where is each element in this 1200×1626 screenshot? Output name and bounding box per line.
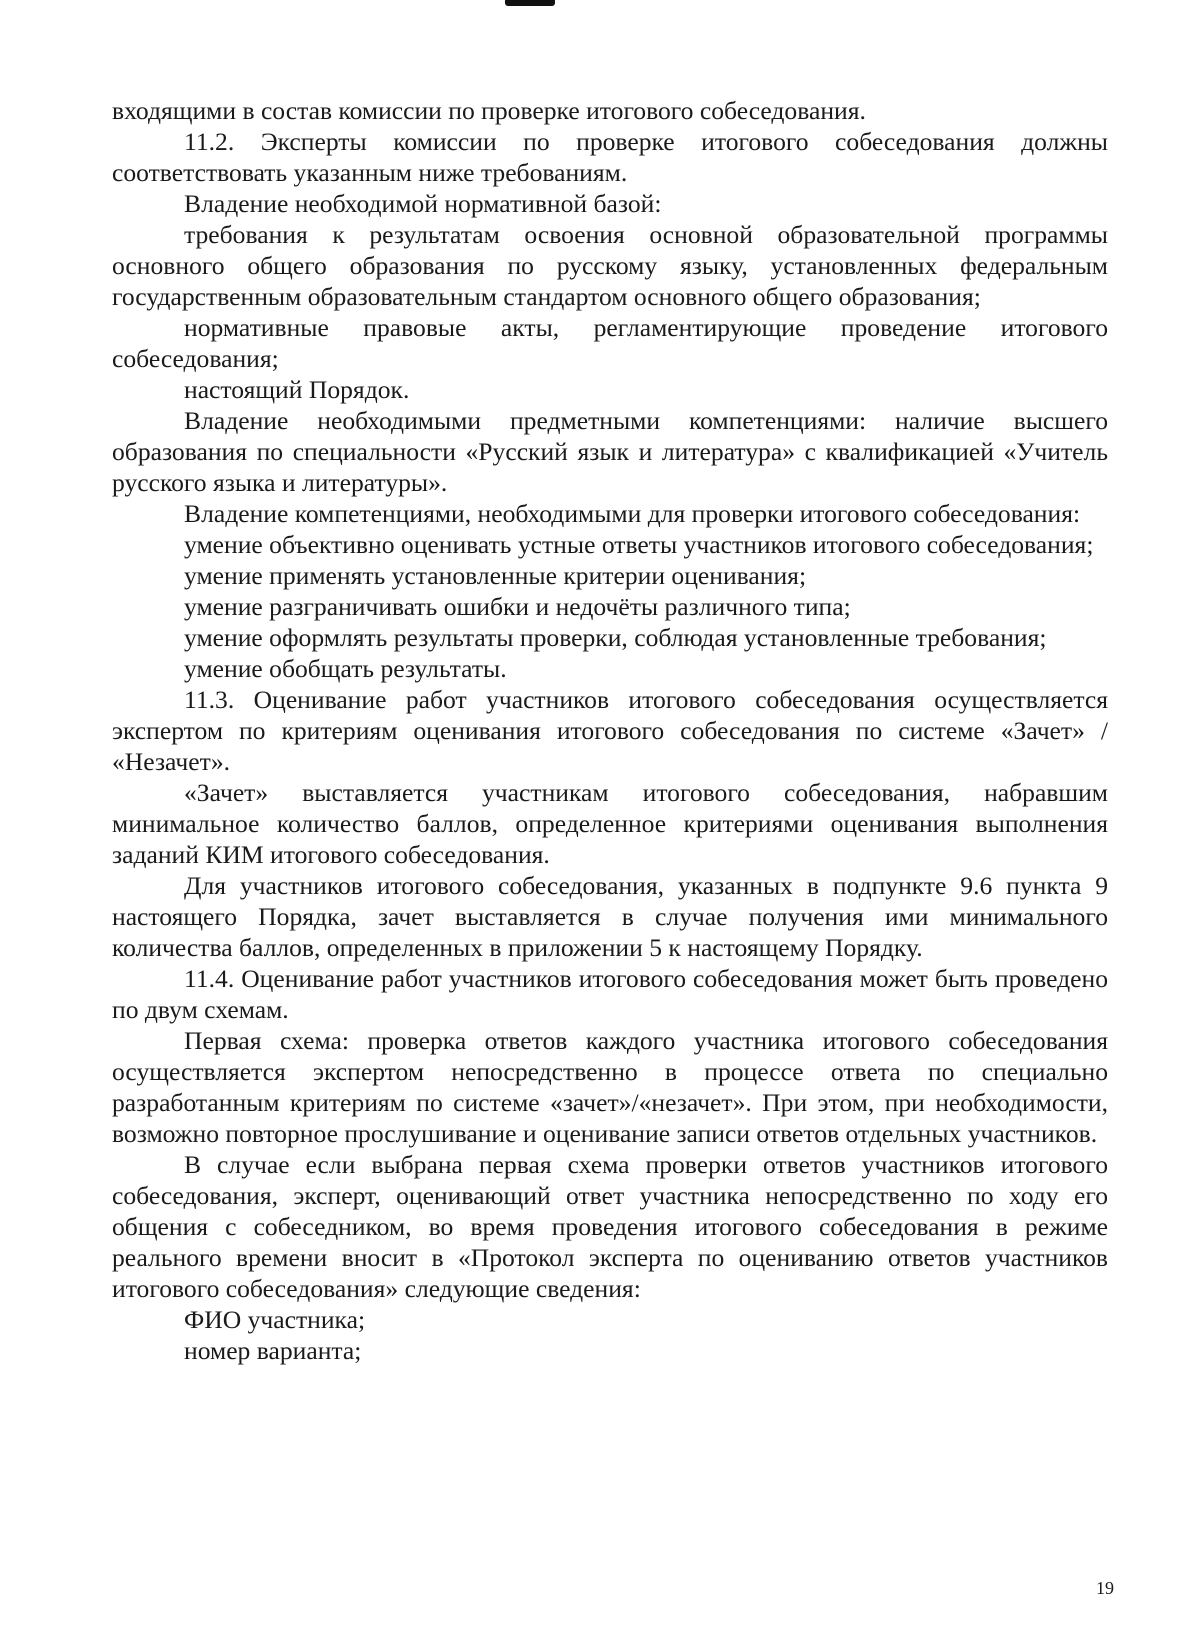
paragraph: входящими в состав комиссии по проверке итогового собеседования. [112, 96, 866, 125]
paragraph: нормативные правовые акты, регламентирующие проведение итогового собеседования; [112, 313, 1108, 373]
paragraph: умение обобщать результаты. [184, 654, 507, 683]
page-number: 19 [1096, 1578, 1114, 1598]
paragraph: «Зачет» выставляется участникам итогового собеседования, набравшим минимальное количество баллов, определенное критериями оценивания выполнения заданий КИМ итогового собеседования. [112, 778, 1108, 869]
paragraph: Владение компетенциями, необходимыми для проверки итогового собеседования: [184, 499, 1081, 528]
paragraph: умение применять установленные критерии оценивания; [184, 561, 807, 590]
paragraph: Первая схема: проверка ответов каждого участника итогового собеседования осуществляется экспертом непосредственно в процессе ответа по специально разработанным критериям по системе «зачет»/«незачет». При этом, при необходимости, возможно повторное прослушивание и оценивание записи ответов отдельных участников. [112, 1026, 1108, 1148]
paragraph: номер варианта; [184, 1336, 362, 1365]
paragraph: Владение необходимыми предметными компетенциями: наличие высшего образования по специальности «Русский язык и литература» с квалификацией «Учитель русского языка и литературы». [112, 406, 1108, 497]
scan-edge-mark [505, 0, 555, 6]
paragraph: умение оформлять результаты проверки, соблюдая установленные требования; [184, 623, 1047, 652]
paragraph: В случае если выбрана первая схема проверки ответов участников итогового собеседования, эксперт, оценивающий ответ участника непосредственно по ходу его общения с собеседником, во время проведения итогового собеседования в режиме реального времени вносит в «Протокол эксперта по оцениванию ответов участников итогового собеседования» следующие сведения: [112, 1150, 1108, 1303]
document-body [112, 95, 1108, 1366]
paragraph: 11.4. Оценивание работ участников итогового собеседования может быть проведено по двум схемам. [112, 964, 1108, 1024]
paragraph: 11.3. Оценивание работ участников итогового собеседования осуществляется экспертом по критериям оценивания итогового собеседования по системе «Зачет» / «Незачет». [112, 685, 1108, 776]
paragraph: настоящий Порядок. [184, 375, 410, 404]
paragraph: умение разграничивать ошибки и недочёты различного типа; [184, 592, 851, 621]
paragraph: Владение необходимой нормативной базой: [184, 189, 662, 218]
paragraph: требования к результатам освоения основной образовательной программы основного общего образования по русскому языку, установленных федеральным государственным образовательным стандартом основного общего образования; [112, 220, 1108, 311]
paragraph: 11.2. Эксперты комиссии по проверке итогового собеседования должны соответствовать указанным ниже требованиям. [112, 127, 1108, 187]
paragraph: ФИО участника; [184, 1305, 366, 1334]
paragraph: умение объективно оценивать устные ответы участников итогового собеседования; [184, 530, 1094, 559]
paragraph: Для участников итогового собеседования, указанных в подпункте 9.6 пункта 9 настоящего Порядка, зачет выставляется в случае получения ими минимального количества баллов, определенных в приложении 5 к настоящему Порядку. [112, 871, 1108, 962]
